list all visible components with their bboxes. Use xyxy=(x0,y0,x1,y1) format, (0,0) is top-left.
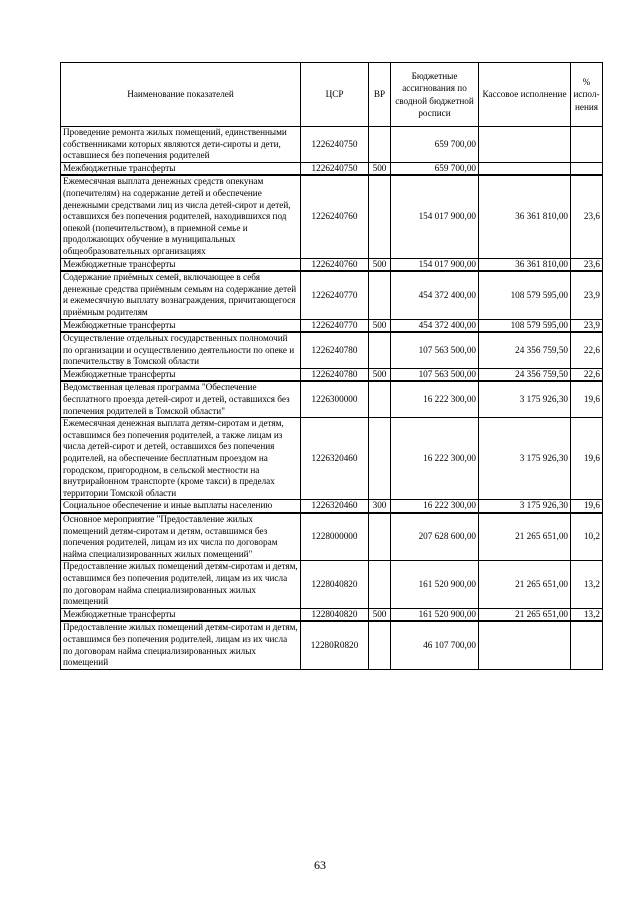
row-csr: 1228000000 xyxy=(301,513,369,561)
row-cash: 24 356 759,50 xyxy=(479,368,571,381)
row-csr: 1226240750 xyxy=(301,127,369,163)
row-vr xyxy=(369,127,391,163)
table-row xyxy=(61,175,603,258)
row-budget: 154 017 900,00 xyxy=(391,258,479,271)
row-vr xyxy=(369,418,391,500)
row-vr xyxy=(369,332,391,368)
row-budget: 161 520 900,00 xyxy=(391,608,479,621)
table-body xyxy=(61,127,603,670)
row-name: Межбюджетные трансферты xyxy=(61,368,301,381)
header-csr: ЦСР xyxy=(301,63,369,127)
row-vr: 500 xyxy=(369,368,391,381)
row-budget: 454 372 400,00 xyxy=(391,271,479,319)
page-number: 63 xyxy=(314,858,326,872)
row-budget: 107 563 500,00 xyxy=(391,368,479,381)
row-budget: 16 222 300,00 xyxy=(391,418,479,500)
row-cash: 21 265 651,00 xyxy=(479,608,571,621)
row-percent: 13,2 xyxy=(571,608,603,621)
row-budget: 107 563 500,00 xyxy=(391,332,479,368)
row-name: Ежемесячная денежная выплата детям-сиротам и детям, оставшимся без попечения родителей, а также лицам из числа детей-сирот и детей, оставшихся без попечения родителей, на обеспечение бесплатным проездом на городском, пригородном, в сельской местности на внутрирайонном транспорте (кроме такси) в пределах территории Томской области xyxy=(61,418,301,500)
row-name: Ведомственная целевая программа "Обеспечение бесплатного проезда детей-сирот и детей, оставшихся без попечения родителей в Томской области" xyxy=(61,381,301,417)
header-percent: % испол-нения xyxy=(571,63,603,127)
row-csr: 1226240770 xyxy=(301,319,369,332)
row-vr xyxy=(369,513,391,561)
table-row xyxy=(61,381,603,417)
row-percent: 23,6 xyxy=(571,175,603,258)
row-budget: 454 372 400,00 xyxy=(391,319,479,332)
row-csr: 1226240770 xyxy=(301,271,369,319)
table-row xyxy=(61,621,603,669)
row-csr: 1226240750 xyxy=(301,162,369,175)
row-percent xyxy=(571,621,603,669)
table-row xyxy=(61,368,603,381)
row-vr xyxy=(369,621,391,669)
row-budget: 16 222 300,00 xyxy=(391,381,479,417)
table-row xyxy=(61,500,603,513)
row-csr: 1226320460 xyxy=(301,418,369,500)
table-row xyxy=(61,319,603,332)
table-row xyxy=(61,513,603,561)
header-cash: Кассовое исполнение xyxy=(479,63,571,127)
row-vr: 500 xyxy=(369,162,391,175)
table-row xyxy=(61,418,603,500)
row-name: Межбюджетные трансферты xyxy=(61,258,301,271)
table-row xyxy=(61,162,603,175)
row-budget: 16 222 300,00 xyxy=(391,500,479,513)
budget-execution-table xyxy=(60,62,603,670)
row-vr xyxy=(369,175,391,258)
table-row xyxy=(61,127,603,163)
row-cash xyxy=(479,621,571,669)
row-name: Социальное обеспечение и иные выплаты населению xyxy=(61,500,301,513)
row-vr: 500 xyxy=(369,258,391,271)
row-csr: 1226320460 xyxy=(301,500,369,513)
row-vr xyxy=(369,561,391,608)
row-csr: 1226300000 xyxy=(301,381,369,417)
row-csr: 1228040820 xyxy=(301,608,369,621)
row-cash: 36 361 810,00 xyxy=(479,175,571,258)
header-vr: ВР xyxy=(369,63,391,127)
row-name: Межбюджетные трансферты xyxy=(61,319,301,332)
row-csr: 1226240780 xyxy=(301,368,369,381)
row-percent xyxy=(571,162,603,175)
row-cash: 3 175 926,30 xyxy=(479,418,571,500)
row-vr xyxy=(369,271,391,319)
row-vr: 500 xyxy=(369,608,391,621)
row-budget: 207 628 600,00 xyxy=(391,513,479,561)
row-cash xyxy=(479,162,571,175)
table-row xyxy=(61,271,603,319)
row-budget: 659 700,00 xyxy=(391,162,479,175)
row-percent: 23,9 xyxy=(571,319,603,332)
row-csr: 1226240760 xyxy=(301,175,369,258)
header-budget: Бюджетные ассигнования по сводной бюджетной росписи xyxy=(391,63,479,127)
table-header xyxy=(61,63,603,127)
row-name: Ежемесячная выплата денежных средств опекунам (попечителям) на содержание детей и обеспечение денежными средствами лиц из числа детей-сирот и детей, оставшихся без попечения родителей, находившихся под опекой (попечительством), в приемной семье и продолжающих обучение в муниципальных общеобразовательных организациях xyxy=(61,175,301,258)
row-name: Межбюджетные трансферты xyxy=(61,608,301,621)
row-budget: 154 017 900,00 xyxy=(391,175,479,258)
row-cash: 36 361 810,00 xyxy=(479,258,571,271)
row-vr: 300 xyxy=(369,500,391,513)
row-name: Проведение ремонта жилых помещений, единственными собственниками которых являются дети-сироты и дети, оставшиеся без попечения родителей xyxy=(61,127,301,163)
row-cash xyxy=(479,127,571,163)
table-row xyxy=(61,258,603,271)
row-cash: 108 579 595,00 xyxy=(479,319,571,332)
row-percent xyxy=(571,127,603,163)
row-percent: 10,2 xyxy=(571,513,603,561)
row-cash: 3 175 926,30 xyxy=(479,381,571,417)
row-csr: 1226240780 xyxy=(301,332,369,368)
row-cash: 21 265 651,00 xyxy=(479,561,571,608)
row-percent: 19,6 xyxy=(571,500,603,513)
row-cash: 3 175 926,30 xyxy=(479,500,571,513)
row-name: Предоставление жилых помещений детям-сиротам и детям, оставшимся без попечения родителей, лицам из их числа по договорам найма специализированных жилых помещений xyxy=(61,621,301,669)
row-cash: 21 265 651,00 xyxy=(479,513,571,561)
row-percent: 19,6 xyxy=(571,418,603,500)
row-budget: 161 520 900,00 xyxy=(391,561,479,608)
row-percent: 19,6 xyxy=(571,381,603,417)
row-cash: 108 579 595,00 xyxy=(479,271,571,319)
row-budget: 659 700,00 xyxy=(391,127,479,163)
row-name: Основное мероприятие "Предоставление жилых помещений детям-сиротам и детям, оставшимся без попечения родителей, лицам из их числа по договорам найма специализированных жилых помещений" xyxy=(61,513,301,561)
row-csr: 1226240760 xyxy=(301,258,369,271)
row-name: Осуществление отдельных государственных полномочий по организации и осуществлению деятельности по опеке и попечительству в Томской области xyxy=(61,332,301,368)
row-name: Содержание приёмных семей, включающее в себя денежные средства приёмным семьям на содержание детей и ежемесячную выплату вознаграждения, причитающегося приёмным родителям xyxy=(61,271,301,319)
table-row xyxy=(61,608,603,621)
table-row xyxy=(61,561,603,608)
table-row xyxy=(61,332,603,368)
row-vr xyxy=(369,381,391,417)
row-percent: 13,2 xyxy=(571,561,603,608)
row-csr: 1228040820 xyxy=(301,561,369,608)
header-name: Наименование показателей xyxy=(61,63,301,127)
row-csr: 12280R0820 xyxy=(301,621,369,669)
row-name: Предоставление жилых помещений детям-сиротам и детям, оставшимся без попечения родителей, лицам из их числа по договорам найма специализированных жилых помещений xyxy=(61,561,301,608)
row-vr: 500 xyxy=(369,319,391,332)
row-percent: 22,6 xyxy=(571,368,603,381)
row-percent: 22,6 xyxy=(571,332,603,368)
row-percent: 23,9 xyxy=(571,271,603,319)
row-budget: 46 107 700,00 xyxy=(391,621,479,669)
row-cash: 24 356 759,50 xyxy=(479,332,571,368)
row-percent: 23,6 xyxy=(571,258,603,271)
row-name: Межбюджетные трансферты xyxy=(61,162,301,175)
